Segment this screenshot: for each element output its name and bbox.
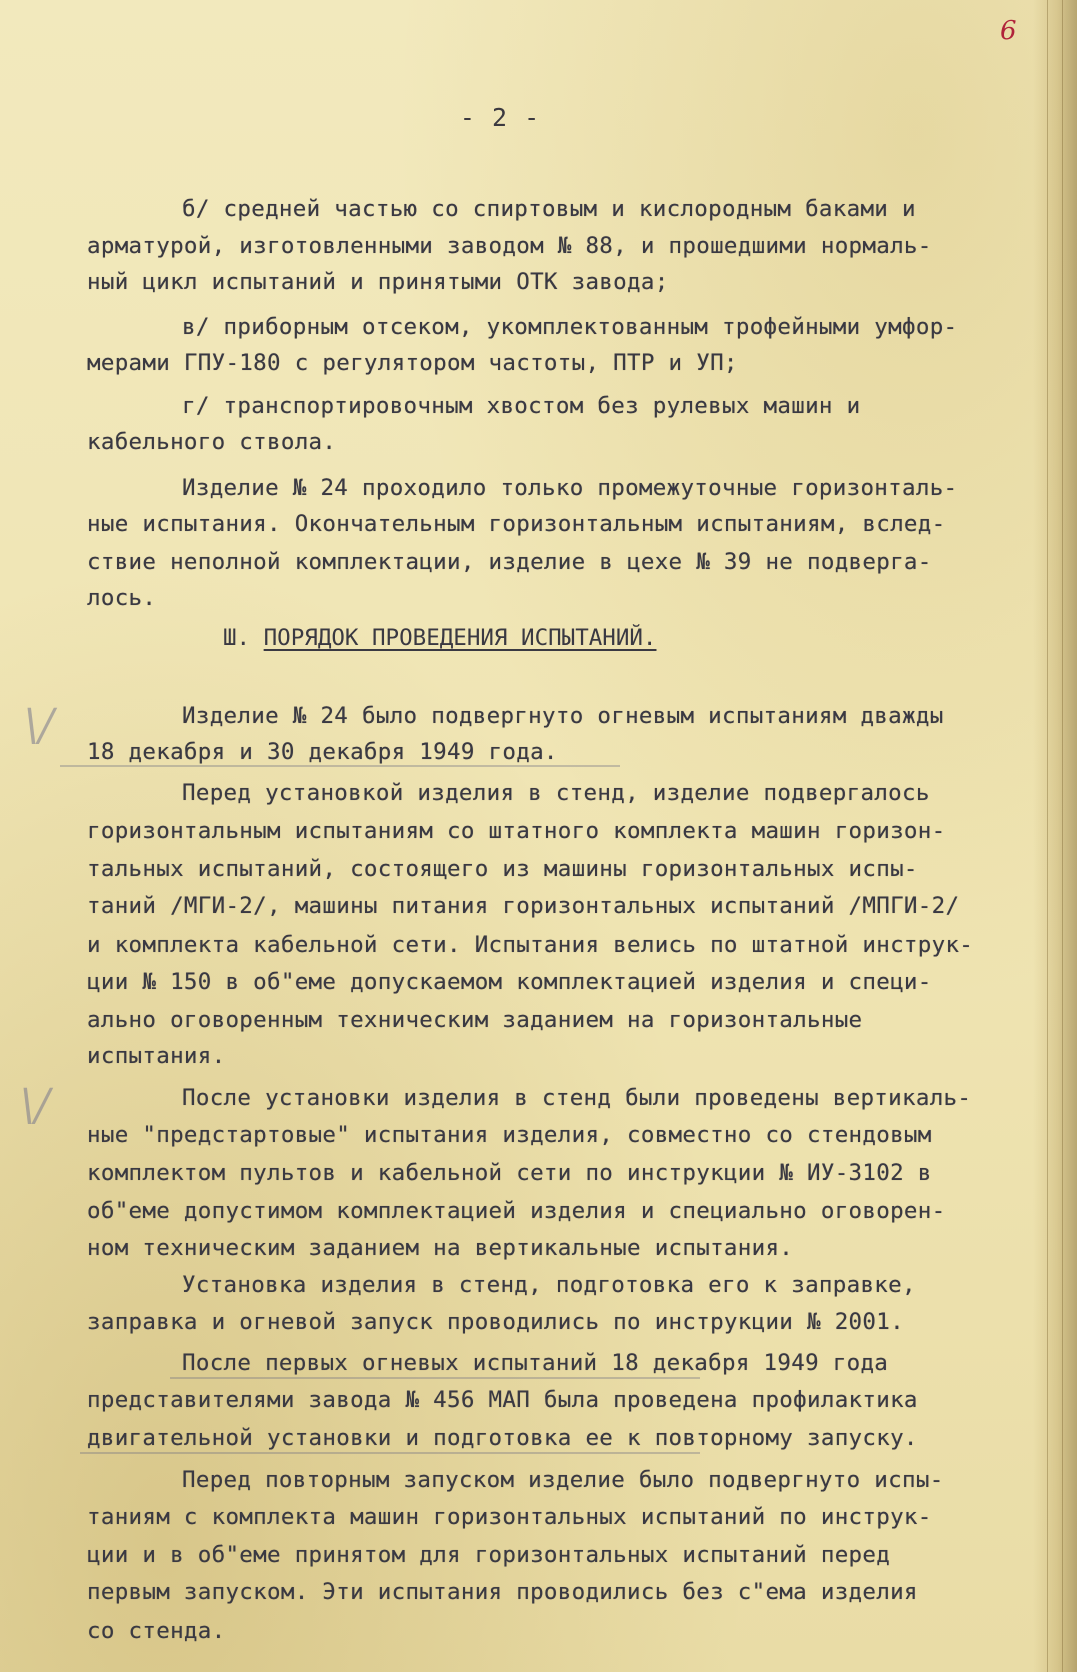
text-line: Перед повторным запуском изделие было подвергнуто испы- [182,1467,944,1493]
text-line: заправка и огневой запуск проводились по инструкции № 2001. [87,1309,904,1335]
text-line: г/ транспортировочным хвостом без рулевых машин и [182,393,861,419]
text-line: двигательной установки и подготовка ее к повторному запуску. [87,1425,918,1451]
text-line: ции № 150 в об"еме допускаемом комплектацией изделия и специ- [87,969,932,995]
text-line: После первых огневых испытаний 18 декабря 1949 года [182,1350,889,1376]
section-heading-title: ПОРЯДОК ПРОВЕДЕНИЯ ИСПЫТАНИЙ. [263,625,657,651]
text-line: таний /МГИ-2/, машины питания горизонтальных испытаний /МПГИ-2/ [87,893,960,919]
pencil-underline [60,765,620,767]
text-line: кабельного ствола. [87,429,337,455]
text-line: лось. [87,585,157,611]
section-heading [223,625,656,651]
text-line: таниям с комплекта машин горизонтальных испытаний по инструк- [87,1504,932,1530]
text-line: первым запуском. Эти испытания проводились без с"ема изделия [87,1579,918,1605]
pencil-underline [170,1377,700,1379]
text-line: испытания. [87,1043,226,1069]
text-line: Изделие № 24 проходило только промежуточные горизонталь- [182,475,958,501]
text-line: ном техническим заданием на вертикальные испытания. [87,1235,794,1261]
folio-number: 6 [1000,16,1017,46]
text-line: об"еме допустимом комплектацией изделия и специально оговорен- [87,1198,946,1224]
page-edge-line [1047,0,1048,1672]
margin-check-mark: \/ [24,700,54,751]
text-line: арматурой, изготовленными заводом № 88, и прошедшими нормаль- [87,233,932,259]
pencil-underline [80,1452,700,1454]
page-edge-line [1062,0,1063,1672]
text-line: тальных испытаний, состоящего из машины горизонтальных испы- [87,856,918,882]
text-line: После установки изделия в стенд были проведены вертикаль- [182,1085,972,1111]
text-line: со стенда. [87,1618,226,1644]
margin-check-mark: \/ [20,1080,50,1131]
text-line: ально оговоренным техническим заданием на горизонтальные [87,1007,863,1033]
text-line: ный цикл испытаний и принятыми ОТК завода; [87,269,669,295]
text-line: ции и в об"еме принятом для горизонтальных испытаний перед [87,1542,891,1568]
page-number: - 2 - [459,103,541,132]
section-heading-number: Ш. [223,625,251,651]
text-line: мерами ГПУ-180 с регулятором частоты, ПТР и УП; [87,350,738,376]
text-line: представителями завода № 456 МАП была проведена профилактика [87,1387,918,1413]
text-line: и комплекта кабельной сети. Испытания велись по штатной инструк- [87,932,974,958]
page-edge-shadow [1033,0,1077,1672]
text-line: Перед установкой изделия в стенд, изделие подвергалось [182,780,930,806]
text-line: ствие неполной комплектации, изделие в цехе № 39 не подверга- [87,549,932,575]
text-line: 18 декабря и 30 декабря 1949 года. [87,739,558,765]
text-line: Установка изделия в стенд, подготовка его к заправке, [182,1272,916,1298]
text-line: ные "предстартовые" испытания изделия, совместно со стендовым [87,1122,932,1148]
text-line: в/ приборным отсеком, укомплектованным трофейными умфор- [182,314,958,340]
text-line: б/ средней частью со спиртовым и кислородным баками и [182,196,916,222]
text-line: Изделие № 24 было подвергнуто огневым испытаниям дважды [182,703,944,729]
text-line: горизонтальным испытаниям со штатного комплекта машин горизон- [87,818,946,844]
text-line: ные испытания. Окончательным горизонтальным испытаниям, вслед- [87,511,946,537]
text-line: комплектом пультов и кабельной сети по инструкции № ИУ-3102 в [87,1160,932,1186]
